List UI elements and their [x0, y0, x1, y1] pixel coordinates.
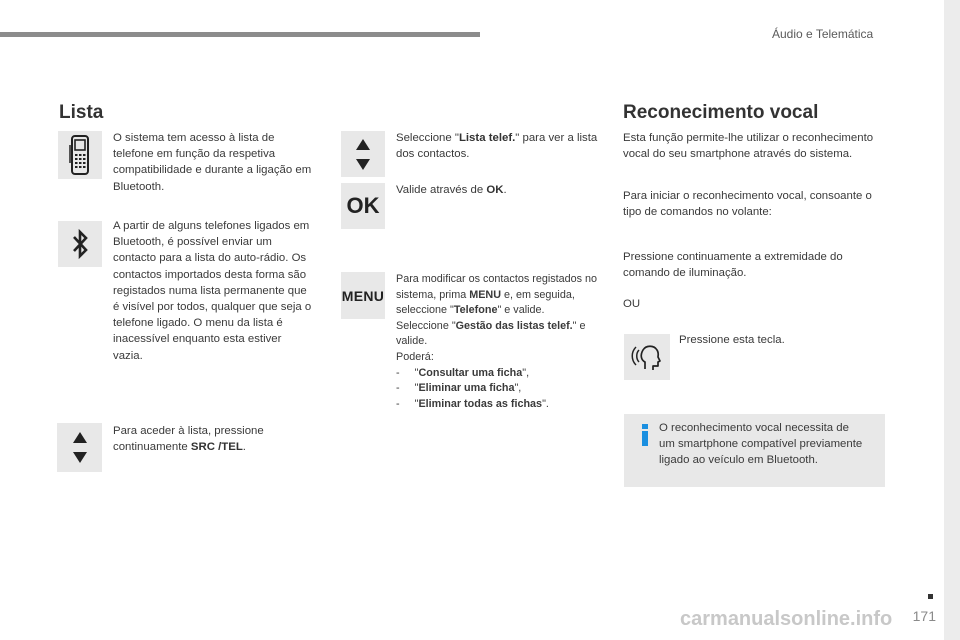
page-number: 171 — [912, 608, 936, 624]
press-key-text: Pressione esta tecla. — [679, 334, 785, 346]
select-list-text: Seleccione "Lista telef." para ver a lista dos contactos. — [396, 132, 598, 161]
up-down-arrows-icon — [341, 131, 385, 177]
validate-ok-text: Valide através de OK. — [396, 184, 507, 196]
voice-recognition-heading: Reconecimento vocal — [623, 102, 819, 123]
arrow-down-icon — [73, 452, 87, 463]
access-list-text: Para aceder à lista, pressione continuamente SRC /TEL. — [113, 425, 264, 454]
info-icon — [639, 424, 651, 451]
voice-start-text: Para iniciar o reconhecimento vocal, consoante o tipo de comandos no volante: — [623, 190, 872, 219]
arrow-down-icon — [356, 159, 370, 170]
footer-marker — [928, 594, 933, 599]
arrow-up-icon — [73, 432, 87, 443]
info-note-text: O reconhecimento vocal necessita de um smartphone compatível previamente ligado ao veículo em Bluetooth. — [659, 422, 863, 467]
lighting-stalk-text: Pressione continuamente a extremidade do comando de iluminação. — [623, 251, 843, 280]
or-text: OU — [623, 298, 641, 310]
lista-heading: Lista — [59, 102, 104, 123]
option-delete-one: - "Eliminar uma ficha", — [396, 382, 522, 395]
watermark: carmanualsonline.info — [680, 608, 893, 630]
voice-command-icon — [624, 334, 670, 380]
bluetooth-icon — [58, 221, 102, 267]
bluetooth-contacts-text: A partir de alguns telefones ligados em Bluetooth, é possível enviar um contacto para a lista do auto-rádio. Os contactos importados desta forma são registados numa lista permanente que é visível por todos, qualquer que seja o telefone ligado. O menu da lista é inacessível enquanto esta estiver vazia. — [113, 220, 312, 362]
up-down-arrows-icon — [57, 423, 102, 472]
phone-book-icon — [58, 131, 102, 179]
option-consult: - "Consultar uma ficha", — [396, 366, 530, 379]
page-edge-bar — [944, 0, 960, 640]
top-rule — [0, 32, 480, 37]
section-title: Áudio e Telemática — [772, 27, 874, 41]
option-delete-all: - "Eliminar todas as fichas". — [396, 397, 549, 410]
menu-button-icon: MENU — [341, 272, 385, 319]
lista-intro-text: O sistema tem acesso à lista de telefone em função da respetiva compatibilidade e durante a ligação em Bluetooth. — [113, 132, 312, 193]
voice-intro-text: Esta função permite-lhe utilizar o reconhecimento vocal do seu smartphone através do sistema. — [623, 132, 874, 161]
ok-button-icon: OK — [341, 183, 385, 229]
arrow-up-icon — [356, 139, 370, 150]
modify-contacts-text: Para modificar os contactos registados no sistema, prima MENU e, em seguida, seleccione "Telefone" e valide. Seleccione "Gestão das listas telef." e valide. Poderá: - "Consultar uma ficha", - "Eliminar uma ficha", - "Eliminar todas as fichas". — [396, 272, 606, 412]
